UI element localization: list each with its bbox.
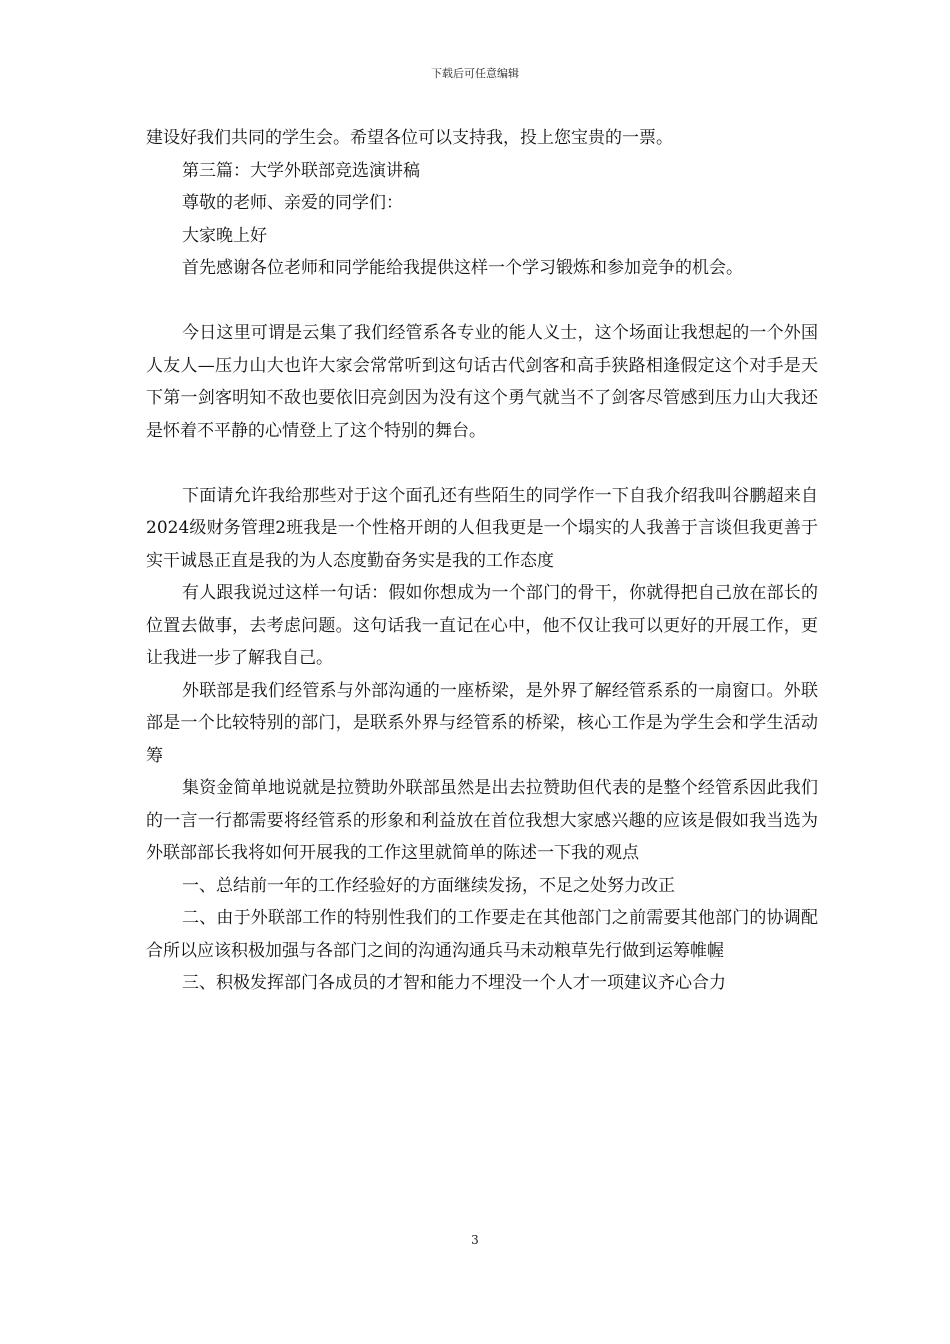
paragraph-department-role: 外联部是我们经管系与外部沟通的一座桥梁，是外界了解经管系系的一扇窗口。外联部是一个比较特别的部门，是联系外界与经管系的桥梁，核心工作是为学生会和学生活动筹 [146,680,818,766]
salutation: 尊敬的老师、亲爱的同学们： [182,193,403,213]
paragraph-opening: 今日这里可谓是云集了我们经管系各专业的能人义士，这个场面让我想起的一个外国人友人—压力山大也许大家会常常听到这句话古代剑客和高手狭路相逢假定这个对手是天下第一剑客明知不敌也要依旧亮剑因为没有这个勇气就当不了剑客尽管感到压力山大我还是怀着不平静的心情登上了这个特别的舞台。 [146,323,818,441]
page-number: 3 [471,1233,479,1247]
greeting: 大家晚上好 [182,225,267,246]
page-header: 下载后可任意编辑 [431,67,519,80]
list-item-2: 二、由于外联部工作的特别性我们的工作要走在其他部门之前需要其他部门的协调配合所以应该积极加强与各部门之间的沟通沟通兵马未动粮草先行做到运筹帷幄 [146,908,818,961]
paragraph-fundraising: 集资金简单地说就是拉赞助外联部虽然是出去拉赞助但代表的是整个经管系因此我们的一言一行都需要将经管系的形象和利益放在首位我想大家感兴趣的应该是假如我当选为外联部部长我将如何开展我的工作这里就简单的陈述一下我的观点 [146,778,818,863]
paragraph-gap [146,447,818,480]
paragraph-continuation: 建设好我们共同的学生会。希望各位可以支持我，投上您宝贵的一票。 [146,128,673,148]
paragraph-thanks: 首先感谢各位老师和同学能给我提供这样一个学习锻炼和参加竞争的机会。 [182,258,743,278]
document-body [146,122,818,1000]
paragraph-gap [146,285,818,318]
paragraph-self-introduction: 下面请允许我给那些对于这个面孔还有些陌生的同学作一下自我介绍我叫谷鹏超来自2024级财务管理2班我是一个性格开朗的人但我更是一个塌实的人我善于言谈但我更善于实干诚恳正直是我的为人态度勤奋务实是我的工作态度 [146,485,818,571]
list-item-3: 三、积极发挥部门各成员的才智和能力不埋没一个人才一项建议齐心合力 [182,973,726,993]
section-title: 第三篇：大学外联部竞选演讲稿 [182,160,420,181]
paragraph-quote: 有人跟我说过这样一句话：假如你想成为一个部门的骨干，你就得把自己放在部长的位置去做事，去考虑问题。这句话我一直记在心中，他不仅让我可以更好的开展工作，更让我进一步了解我自己。 [146,583,818,668]
list-item-1: 一、总结前一年的工作经验好的方面继续发扬，不足之处努力改正 [182,875,675,896]
